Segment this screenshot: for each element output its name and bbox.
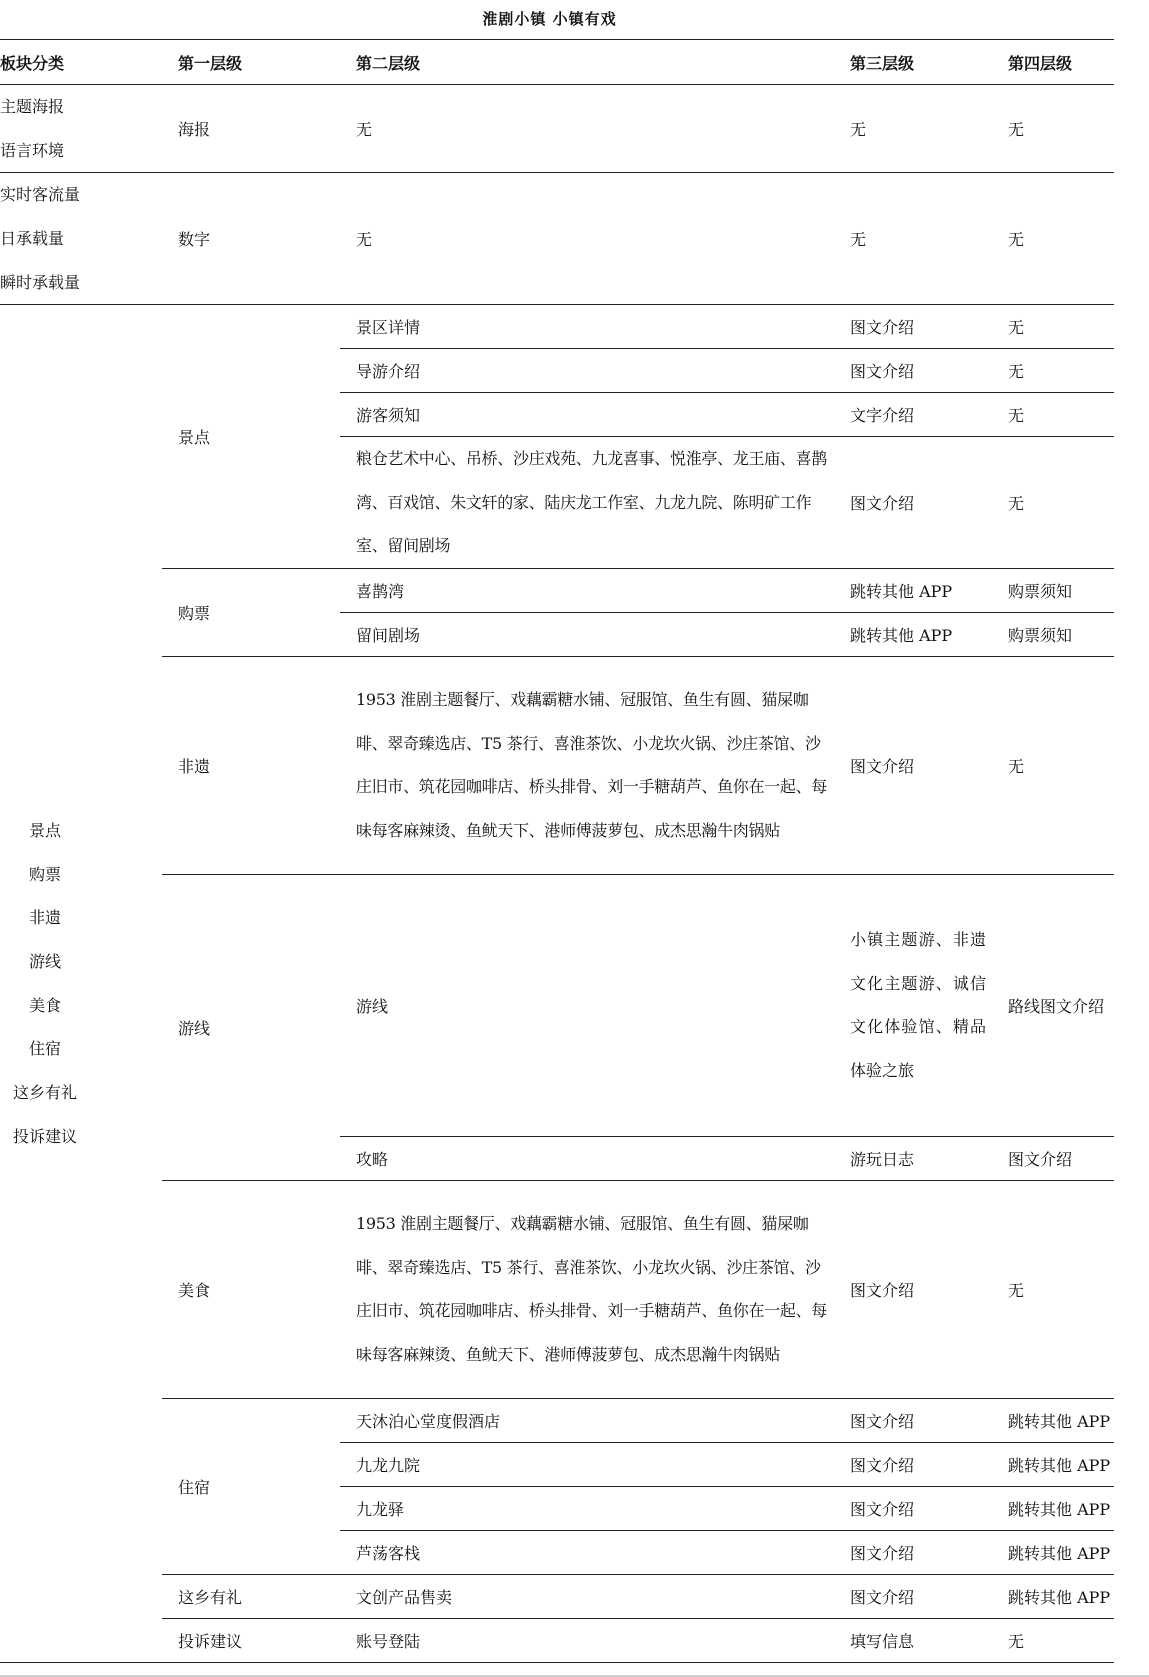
- level4-cell: 图文介绍: [992, 1136, 1114, 1180]
- category-item: 景点: [28, 820, 61, 840]
- level2-cell: 无: [340, 85, 834, 173]
- level1-cell: 非遗: [162, 656, 340, 874]
- level4-cell: 路线图文介绍: [992, 874, 1114, 1136]
- category-item: 投诉建议: [12, 1126, 77, 1146]
- category-item: 美食: [28, 995, 61, 1015]
- level4-cell: 无: [992, 1180, 1114, 1398]
- level4-cell: 无: [992, 656, 1114, 874]
- level3-cell: 图文介绍: [834, 656, 992, 874]
- level4-cell: 无: [992, 305, 1114, 349]
- level1-cell: 景点: [162, 305, 340, 569]
- level3-cell: 游玩日志: [834, 1136, 992, 1180]
- category-cell: [0, 173, 162, 305]
- level4-cell: 购票须知: [992, 612, 1114, 656]
- category-item: 这乡有礼: [12, 1083, 77, 1103]
- level2-cell: 景区详情: [340, 305, 834, 349]
- level3-cell: 无: [834, 173, 992, 305]
- level4-cell: 无: [992, 173, 1114, 305]
- table-row: [0, 874, 1114, 1136]
- table-row: [0, 173, 1114, 305]
- level2-cell: 攻略: [340, 1136, 834, 1180]
- level3-cell: 填写信息: [834, 1618, 992, 1662]
- header-level3: 第三层级: [834, 40, 992, 85]
- category-item: 瞬时承载量: [0, 272, 81, 292]
- table-row: [0, 656, 1114, 874]
- category-cell: [0, 305, 162, 1663]
- header-level4: 第四层级: [992, 40, 1114, 85]
- level2-cell: 喜鹊湾: [340, 568, 834, 612]
- level2-cell: 文创产品售卖: [340, 1574, 834, 1618]
- level2-cell: 游线: [340, 874, 834, 1136]
- category-item: 语言环境: [0, 140, 65, 160]
- category-item: 游线: [28, 952, 61, 971]
- table-row: [0, 1398, 1114, 1442]
- level3-cell: 跳转其他 APP: [834, 612, 992, 656]
- category-cell: [0, 85, 162, 173]
- level2-cell: 九龙驿: [340, 1486, 834, 1530]
- level2-cell: 账号登陆: [340, 1618, 834, 1662]
- table-header-row: [0, 40, 1114, 85]
- header-level1: 第一层级: [162, 40, 340, 85]
- level4-cell: 无: [992, 437, 1114, 569]
- level1-cell: 游线: [162, 874, 340, 1180]
- level2-cell: 芦荡客栈: [340, 1530, 834, 1574]
- level3-cell: 图文介绍: [834, 1398, 992, 1442]
- level3-cell: 图文介绍: [834, 1442, 992, 1486]
- level3-cell: 图文介绍: [834, 305, 992, 349]
- level4-cell: 跳转其他 APP: [992, 1574, 1114, 1618]
- level3-cell: 文字介绍: [834, 393, 992, 437]
- level2-cell: 留间剧场: [340, 612, 834, 656]
- level3-cell: 小镇主题游、非遗文化主题游、诚信文化体验馆、精品体验之旅: [834, 874, 992, 1136]
- level3-cell: 跳转其他 APP: [834, 568, 992, 612]
- level2-cell: 九龙九院: [340, 1442, 834, 1486]
- level3-cell: 图文介绍: [834, 437, 992, 569]
- table-row: [0, 1574, 1114, 1618]
- header-level2: 第二层级: [340, 40, 834, 85]
- table-row: [0, 85, 1114, 173]
- header-category: 板块分类: [0, 40, 162, 85]
- level2-cell: 粮仓艺术中心、吊桥、沙庄戏苑、九龙喜事、悦淮亭、龙王庙、喜鹊湾、百戏馆、朱文轩的家、陆庆龙工作室、九龙九院、陈明矿工作室、留间剧场: [340, 437, 834, 569]
- level4-cell: 跳转其他 APP: [992, 1398, 1114, 1442]
- category-item: 主题海报: [0, 97, 65, 116]
- category-item: 实时客流量: [0, 185, 81, 205]
- level2-cell: 1953 淮剧主题餐厅、戏藕霸糖水铺、冠服馆、鱼生有圆、猫屎咖啡、翠奇臻选店、T5 茶行、喜淮茶饮、小龙坎火锅、沙庄茶馆、沙庄旧市、筑花园咖啡店、桥头排骨、刘一手糖葫芦、鱼你在一起、每味每客麻辣烫、鱼鱿天下、港师傅菠萝包、成杰思瀚牛肉锅贴: [340, 656, 834, 874]
- level4-cell: 跳转其他 APP: [992, 1442, 1114, 1486]
- level3-cell: 无: [834, 85, 992, 173]
- level1-cell: 数字: [162, 173, 340, 305]
- level2-cell: 1953 淮剧主题餐厅、戏藕霸糖水铺、冠服馆、鱼生有圆、猫屎咖啡、翠奇臻选店、T5 茶行、喜淮茶饮、小龙坎火锅、沙庄茶馆、沙庄旧市、筑花园咖啡店、桥头排骨、刘一手糖葫芦、鱼你在一起、每味每客麻辣烫、鱼鱿天下、港师傅菠萝包、成杰思瀚牛肉锅贴: [340, 1180, 834, 1398]
- level1-cell: 购票: [162, 568, 340, 656]
- level1-cell: 美食: [162, 1180, 340, 1398]
- level2-cell: 导游介绍: [340, 349, 834, 393]
- level3-cell: 图文介绍: [834, 349, 992, 393]
- category-item: 日承载量: [0, 229, 65, 249]
- level1-cell: 海报: [162, 85, 340, 173]
- level3-cell: 图文介绍: [834, 1486, 992, 1530]
- table-row: [0, 1180, 1114, 1398]
- category-item: 购票: [28, 864, 61, 884]
- level4-cell: 跳转其他 APP: [992, 1530, 1114, 1574]
- level1-cell: 住宿: [162, 1398, 340, 1574]
- category-item: 非遗: [28, 908, 61, 928]
- table-row: [0, 568, 1114, 612]
- level4-cell: 无: [992, 1618, 1114, 1662]
- level2-cell: 无: [340, 173, 834, 305]
- category-item: 住宿: [28, 1039, 61, 1059]
- level4-cell: 跳转其他 APP: [992, 1486, 1114, 1530]
- level4-cell: 无: [992, 349, 1114, 393]
- level4-cell: 无: [992, 393, 1114, 437]
- document-title: 淮剧小镇 小镇有戏: [482, 10, 617, 28]
- level1-cell: 投诉建议: [162, 1618, 340, 1662]
- level2-cell: 游客须知: [340, 393, 834, 437]
- table-row: [0, 305, 1114, 349]
- level1-cell: 这乡有礼: [162, 1574, 340, 1618]
- level4-cell: 购票须知: [992, 568, 1114, 612]
- module-structure-table: [0, 39, 1114, 1663]
- level3-cell: 图文介绍: [834, 1530, 992, 1574]
- table-row: [0, 1618, 1114, 1662]
- level3-cell: 图文介绍: [834, 1574, 992, 1618]
- level3-cell: 图文介绍: [834, 1180, 992, 1398]
- level2-cell: 天沐泊心堂度假酒店: [340, 1398, 834, 1442]
- level4-cell: 无: [992, 85, 1114, 173]
